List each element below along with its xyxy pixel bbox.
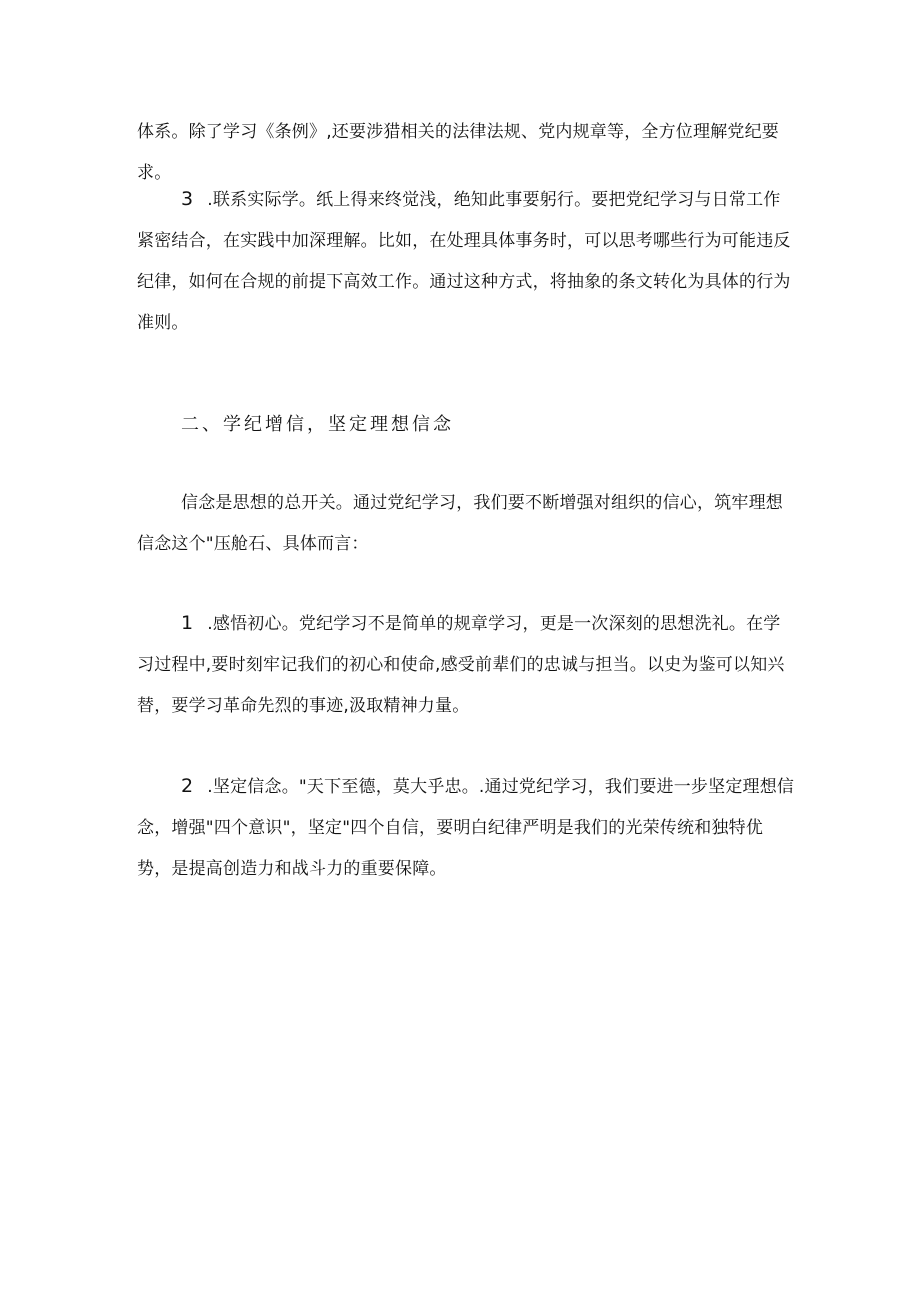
item-text: .坚定信念。"天下至德，莫大乎忠。.通过党纪学习，我们要进一步坚定理想信念，增强"四个意识"，坚定"四个自信，要明白纪律严明是我们的光荣传统和独特优势，是提高创造力和战斗力的重要保障。 <box>137 777 795 879</box>
item-number: 1 <box>181 612 194 634</box>
item-text: .感悟初心。党纪学习不是简单的规章学习，更是一次深刻的思想洗礼。在学习过程中,要时刻牢记我们的初心和使命,感受前辈们的忠诚与担当。以史为鉴可以知兴替，要学习革命先烈的事迹,汲取精神力量。 <box>137 614 785 716</box>
item-number: 2 <box>181 775 194 797</box>
item-number: 3 <box>181 188 194 210</box>
paragraph-intro: 信念是思想的总开关。通过党纪学习，我们要不断增强对组织的信心，筑牢理想信念这个"压舱石、具体而言： <box>137 493 783 554</box>
paragraph-continuation: 体系。除了学习《条例》,还要涉猎相关的法律法规、党内规章等，全方位理解党纪要求。 <box>137 122 780 183</box>
paragraph-item-1 <box>137 603 797 727</box>
paragraph-item-3 <box>137 179 797 344</box>
section-heading: 二、学纪增信，坚定理想信念 <box>181 414 454 435</box>
item-text: .联系实际学。纸上得来终觉浅，绝知此事要躬行。要把党纪学习与日常工作紧密结合，在实践中加深理解。比如，在处理具体事务时，可以思考哪些行为可能违反纪律，如何在合规的前提下高效工作。通过这种方式，将抽象的条文转化为具体的行为准则。 <box>137 190 791 333</box>
paragraph-item-2 <box>137 766 797 890</box>
